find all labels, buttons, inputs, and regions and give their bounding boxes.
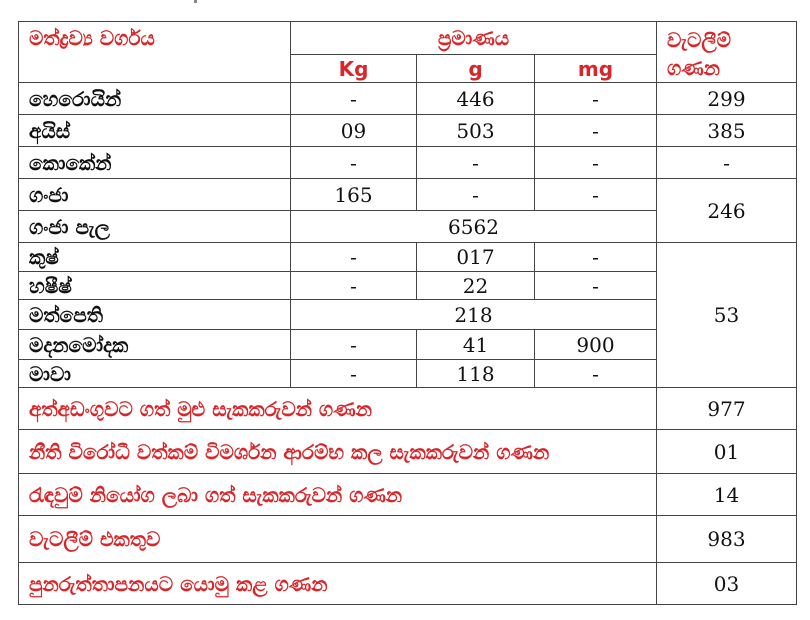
qty-mg: - bbox=[535, 243, 657, 272]
drug-name: මදනමෝදක bbox=[19, 330, 291, 360]
header-raids: වැටලීම් ගණන bbox=[657, 22, 797, 83]
drug-name: අයිස් bbox=[19, 115, 291, 147]
summary-value: 03 bbox=[657, 563, 797, 605]
summary-label: නීති විරෝධී වත්කම් විමර්ශන ආරම්භ කල සැකකරුවන් ගණන bbox=[19, 430, 657, 474]
drug-name: මාවා bbox=[19, 360, 291, 388]
header-unit-mg: mg bbox=[535, 55, 657, 83]
raid-count: 299 bbox=[657, 83, 797, 115]
qty-g: - bbox=[417, 147, 535, 179]
raid-count: 246 bbox=[657, 179, 797, 243]
table-row bbox=[19, 147, 797, 179]
qty-mg: - bbox=[535, 179, 657, 211]
qty-kg: - bbox=[291, 330, 417, 360]
summary-label: වැටලීම් එකතුව bbox=[19, 516, 657, 563]
summary-value: 14 bbox=[657, 474, 797, 516]
qty-kg: 165 bbox=[291, 179, 417, 211]
qty-mg: - bbox=[535, 83, 657, 115]
raid-count: 385 bbox=[657, 115, 797, 147]
qty-kg: - bbox=[291, 272, 417, 300]
summary-label: පුනරුත්තාපනයට යොමු කළ ගණන bbox=[19, 563, 657, 605]
qty-mg: - bbox=[535, 360, 657, 388]
summary-value: 983 bbox=[657, 516, 797, 563]
qty-kg: - bbox=[291, 360, 417, 388]
drug-name: කුෂ් bbox=[19, 243, 291, 272]
header-unit-g: g bbox=[417, 55, 535, 83]
header-drug-type: මත්ද්‍රව්‍ය වර්ගය bbox=[19, 22, 291, 83]
raid-count: - bbox=[657, 147, 797, 179]
raid-count: 53 bbox=[657, 243, 797, 388]
header-quantity: ප්‍රමාණය bbox=[291, 22, 657, 55]
header-unit-kg: Kg bbox=[291, 55, 417, 83]
summary-row bbox=[19, 563, 797, 605]
qty-kg: 09 bbox=[291, 115, 417, 147]
table-row bbox=[19, 179, 797, 211]
qty-mg: - bbox=[535, 115, 657, 147]
drug-name: හෙරොයින් bbox=[19, 83, 291, 115]
drug-name: කොකේන් bbox=[19, 147, 291, 179]
summary-value: 977 bbox=[657, 388, 797, 430]
qty-kg: - bbox=[291, 243, 417, 272]
summary-label: අත්අඩංගුවට ගත් මුළු සැකකරුවන් ගණන bbox=[19, 388, 657, 430]
qty-mg: - bbox=[535, 272, 657, 300]
summary-row bbox=[19, 516, 797, 563]
qty-kg: - bbox=[291, 83, 417, 115]
qty-merged: 6562 bbox=[291, 211, 657, 243]
summary-row bbox=[19, 388, 797, 430]
summary-value: 01 bbox=[657, 430, 797, 474]
summary-row bbox=[19, 430, 797, 474]
summary-label: රැඳවුම් නියෝග ලබා ගත් සැකකරුවන් ගණන bbox=[19, 474, 657, 516]
qty-mg: 900 bbox=[535, 330, 657, 360]
page-edge-mark bbox=[194, 0, 197, 3]
drug-name: මත්පෙති bbox=[19, 300, 291, 330]
qty-g: - bbox=[417, 179, 535, 211]
drug-name: හෂීෂ් bbox=[19, 272, 291, 300]
qty-kg: - bbox=[291, 147, 417, 179]
table-row bbox=[19, 83, 797, 115]
qty-mg: - bbox=[535, 147, 657, 179]
qty-g: 22 bbox=[417, 272, 535, 300]
drug-name: ගංජා පැල bbox=[19, 211, 291, 243]
qty-merged: 218 bbox=[291, 300, 657, 330]
qty-g: 503 bbox=[417, 115, 535, 147]
drug-name: ගංජා bbox=[19, 179, 291, 211]
drug-seizure-table bbox=[18, 21, 797, 605]
table-row bbox=[19, 243, 797, 272]
summary-row bbox=[19, 474, 797, 516]
qty-g: 41 bbox=[417, 330, 535, 360]
table-row bbox=[19, 115, 797, 147]
qty-g: 017 bbox=[417, 243, 535, 272]
qty-g: 446 bbox=[417, 83, 535, 115]
qty-g: 118 bbox=[417, 360, 535, 388]
